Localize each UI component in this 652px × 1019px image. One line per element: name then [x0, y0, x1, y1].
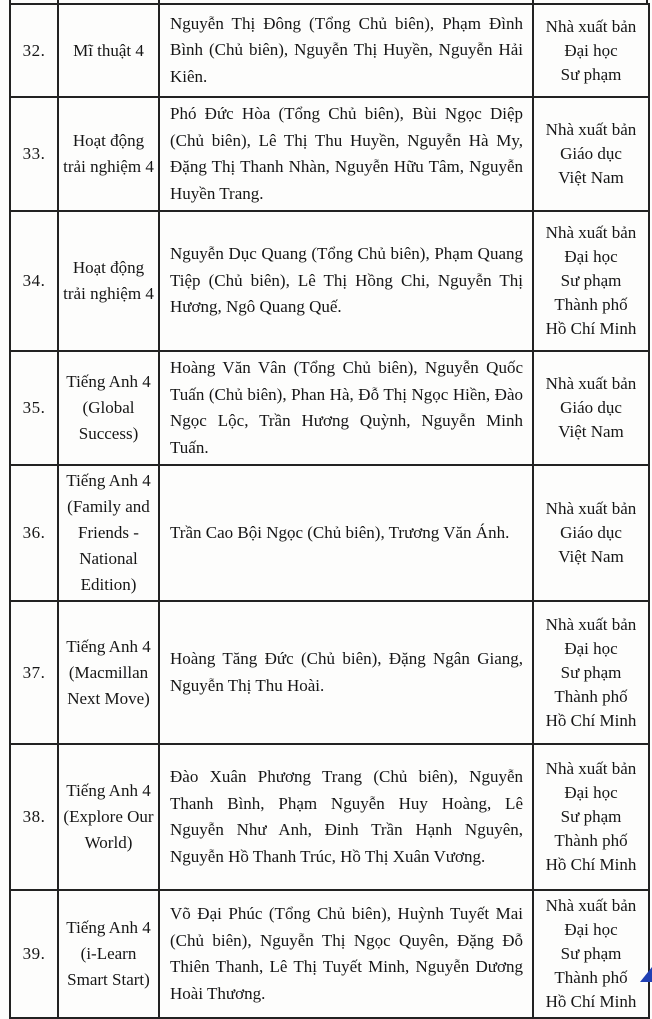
text-line: Mĩ thuật 4 [73, 40, 144, 60]
text-line: (Macmillan [68, 662, 149, 682]
text-line: Đại học [564, 783, 618, 802]
text-line: Nhà xuất bản [545, 499, 637, 518]
row-number: 32. [10, 4, 58, 97]
table-row [10, 97, 649, 211]
text-line: trải nghiệm 4 [63, 284, 154, 303]
text-line: Thành phố [554, 295, 628, 314]
authors-cell: Trần Cao Bội Ngọc (Chủ biên), Trương Văn Ánh. [159, 465, 533, 601]
text-line: (i-Learn [80, 944, 137, 963]
authors-cell: Nguyễn Dục Quang (Tổng Chủ biên), Phạm Quang Tiệp (Chủ biên), Lê Thị Hồng Chi, Nguyễn Thị Hương, Ngô Quang Quế. [159, 211, 533, 351]
table-row [10, 744, 649, 890]
text-line: Nhà xuất bản [545, 374, 637, 393]
text-line: Nhà xuất bản [545, 896, 637, 915]
authors-cell: Phó Đức Hòa (Tổng Chủ biên), Bùi Ngọc Diệp (Chủ biên), Lê Thị Thu Huyền, Nguyễn Hà My, Đặng Thị Thanh Nhàn, Nguyễn Hữu Tâm, Nguyễn Huyền Trang. [159, 97, 533, 211]
text-line: Friends - [78, 523, 139, 542]
row-number: 39. [10, 890, 58, 1018]
text-line: Sư phạm [560, 662, 622, 682]
subject-cell [58, 351, 159, 465]
text-line: Next Move) [67, 688, 150, 708]
text-line: Nhà xuất bản [545, 16, 637, 36]
table-row [10, 465, 649, 601]
text-line: Sư phạm [560, 807, 622, 826]
row-number: 36. [10, 465, 58, 601]
text-line: Nhà xuất bản [545, 614, 637, 634]
publisher-cell [533, 211, 649, 351]
text-line: Tiếng Anh 4 [66, 372, 151, 391]
text-line: trải nghiệm 4 [63, 157, 154, 176]
table-row [10, 601, 649, 744]
table-row [10, 211, 649, 351]
text-line: Tiếng Anh 4 [66, 471, 151, 490]
publisher-cell [533, 465, 649, 601]
subject-cell [58, 601, 159, 744]
subject-cell [58, 211, 159, 351]
text-line: Thành phố [554, 686, 628, 706]
row-number: 33. [10, 97, 58, 211]
text-line: Nhà xuất bản [545, 223, 637, 242]
row-number: 37. [10, 601, 58, 744]
text-line: Việt Nam [558, 422, 624, 441]
table-row [10, 4, 649, 97]
publisher-cell [533, 890, 649, 1018]
text-line: (Explore Our [63, 807, 154, 826]
text-line: (Family and [67, 497, 150, 516]
table-row [10, 351, 649, 465]
text-line: Smart Start) [67, 970, 150, 989]
text-line: Tiếng Anh 4 [66, 781, 151, 800]
text-line: Hồ Chí Minh [545, 319, 637, 338]
text-line: Đại học [564, 920, 618, 939]
text-line: Sư phạm [560, 271, 622, 290]
text-line: Đại học [564, 40, 618, 60]
text-line: Giáo dục [560, 523, 622, 542]
publisher-cell [533, 744, 649, 890]
subject-cell [58, 97, 159, 211]
blue-corner-mark-icon [640, 967, 652, 982]
text-line: Hồ Chí Minh [545, 710, 637, 730]
text-line: Giáo dục [560, 144, 622, 163]
subject-cell [58, 890, 159, 1018]
text-line: Việt Nam [558, 547, 624, 566]
publisher-cell [533, 4, 649, 97]
row-number: 38. [10, 744, 58, 890]
authors-cell: Nguyễn Thị Đông (Tổng Chủ biên), Phạm Đình Bình (Chủ biên), Nguyễn Thị Huyền, Nguyễn Hải Kiên. [159, 4, 533, 97]
authors-cell: Võ Đại Phúc (Tổng Chủ biên), Huỳnh Tuyết Mai (Chủ biên), Nguyễn Thị Ngọc Quyên, Đặng Đỗ Thiên Thanh, Lê Thị Tuyết Minh, Nguyễn Dương Hoài Thương. [159, 890, 533, 1018]
text-line: Sư phạm [560, 944, 622, 963]
text-line: Thành phố [554, 968, 628, 987]
subject-cell [58, 465, 159, 601]
subject-cell [58, 744, 159, 890]
text-line: Nhà xuất bản [545, 759, 637, 778]
text-line: Đại học [564, 247, 618, 266]
text-line: Hồ Chí Minh [545, 992, 637, 1011]
text-line: Hồ Chí Minh [545, 855, 637, 874]
text-line: Hoạt động [72, 258, 145, 277]
publisher-cell [533, 97, 649, 211]
text-line: Success) [78, 424, 139, 443]
row-number: 34. [10, 211, 58, 351]
text-line: Giáo dục [560, 398, 622, 417]
text-line: Việt Nam [558, 168, 624, 187]
text-line: (Global [82, 398, 135, 417]
text-line: Hoạt động [72, 131, 145, 150]
text-line: Nhà xuất bản [545, 120, 637, 139]
subject-cell [58, 4, 159, 97]
text-line: National [79, 549, 138, 568]
publisher-cell [533, 601, 649, 744]
text-line: World) [84, 833, 133, 852]
textbook-table [9, 3, 650, 1019]
text-line: Sư phạm [560, 64, 622, 84]
authors-cell: Đào Xuân Phương Trang (Chủ biên), Nguyễn Thanh Bình, Phạm Nguyễn Huy Hoàng, Lê Nguyễn Như Anh, Đinh Trần Hạnh Nguyên, Nguyễn Hồ Thanh Trúc, Hồ Thị Xuân Vương. [159, 744, 533, 890]
text-line: Thành phố [554, 831, 628, 850]
text-line: Tiếng Anh 4 [66, 636, 151, 656]
table-row [10, 890, 649, 1018]
authors-cell: Hoàng Tăng Đức (Chủ biên), Đặng Ngân Giang, Nguyễn Thị Thu Hoài. [159, 601, 533, 744]
text-line: Edition) [80, 575, 137, 594]
publisher-cell [533, 351, 649, 465]
row-number: 35. [10, 351, 58, 465]
authors-cell: Hoàng Văn Vân (Tổng Chủ biên), Nguyễn Quốc Tuấn (Chủ biên), Phan Hà, Đỗ Thị Ngọc Hiền, Đào Ngọc Lộc, Trần Hương Quỳnh, Nguyễn Minh Tuấn. [159, 351, 533, 465]
text-line: Tiếng Anh 4 [66, 918, 151, 937]
text-line: Đại học [564, 638, 618, 658]
